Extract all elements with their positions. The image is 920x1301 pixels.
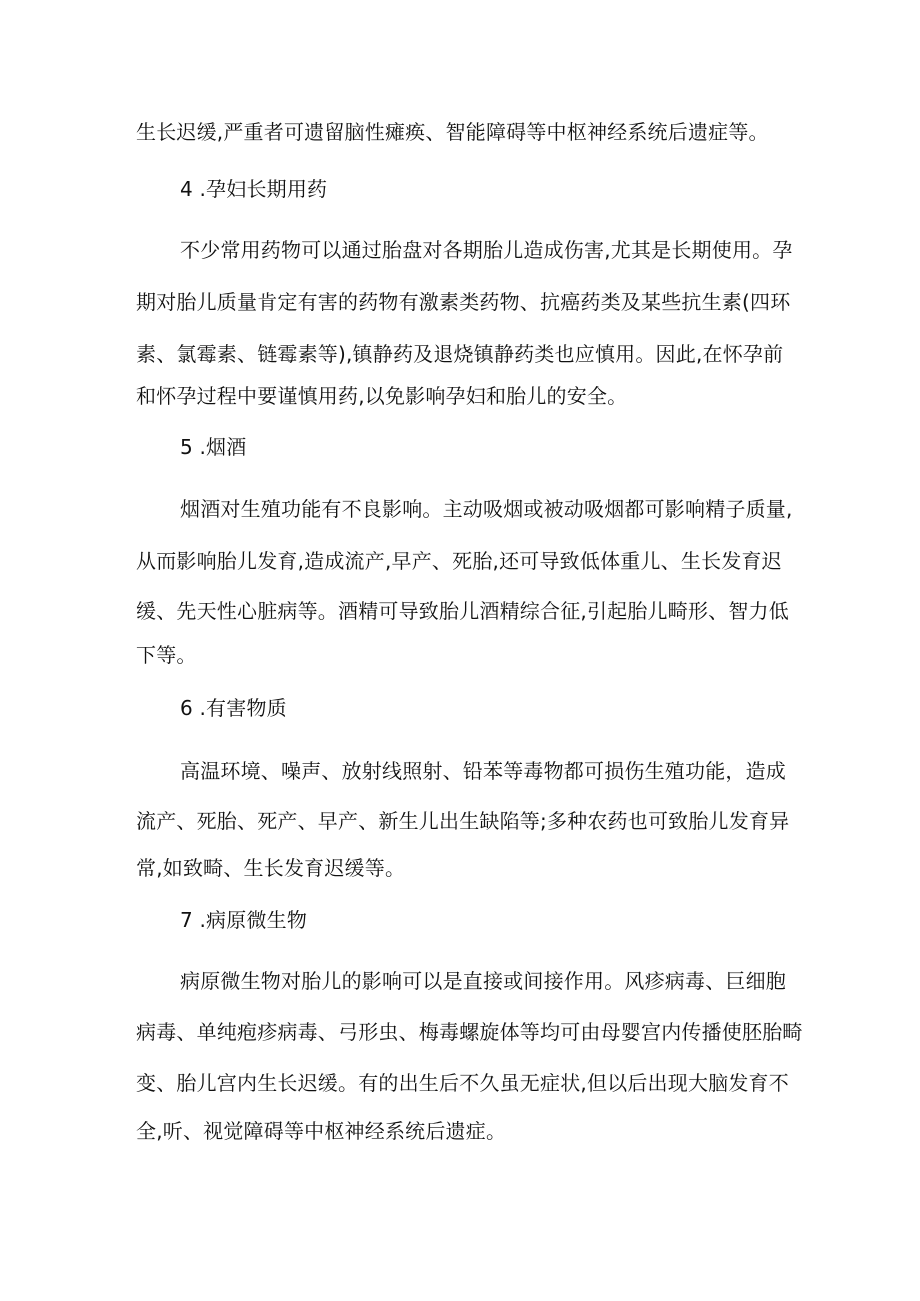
section-heading-6: 6 .有害物质 [180,696,287,720]
paragraph-line: 期对胎儿质量肯定有害的药物有激素类药物、抗癌药类及某些抗生素(四环 [136,290,791,314]
paragraph-line: 高温环境、噪声、放射线照射、铅苯等毒物都可损伤生殖功能，造成 [180,759,786,783]
section-heading-7: 7 .病原微生物 [180,908,308,932]
paragraph-line: 变、胎儿宫内生长迟缓。有的出生后不久虽无症状,但以后出现大脑发育不 [136,1071,789,1095]
paragraph-line: 素、氯霉素、链霉素等),镇静药及退烧镇静药类也应慎用。因此,在怀孕前 [136,342,784,366]
paragraph-line: 病毒、单纯疱疹病毒、弓形虫、梅毒螺旋体等均可由母婴宫内传播使胚胎畸 [136,1020,803,1044]
section-heading-5: 5 .烟酒 [180,435,247,459]
section-heading-4: 4 .孕妇长期用药 [180,177,328,201]
paragraph-line: 从而影响胎儿发育,造成流产,早产、死胎,还可导致低体重儿、生长发育迟 [136,549,782,573]
paragraph-line: 烟酒对生殖功能有不良影响。主动吸烟或被动吸烟都可影响精子质量, [180,497,793,521]
paragraph-line: 生长迟缓,严重者可遗留脑性瘫痪、智能障碍等中枢神经系统后遗症等。 [136,120,769,144]
paragraph-line: 缓、先天性心脏病等。酒精可导致胎儿酒精综合征,引起胎儿畸形、智力低 [136,599,789,623]
paragraph-line: 下等。 [136,643,197,667]
paragraph-line: 常,如致畸、生长发育迟缓等。 [136,856,406,880]
paragraph-line: 流产、死胎、死产、早产、新生儿出生缺陷等;多种农药也可致胎儿发育异 [136,809,790,833]
paragraph-line: 和怀孕过程中要谨慎用药,以免影响孕妇和胎儿的安全。 [136,384,628,408]
paragraph-line: 全,听、视觉障碍等中枢神经系统后遗症。 [136,1119,507,1143]
paragraph-line: 不少常用药物可以通过胎盘对各期胎儿造成伤害,尤其是长期使用。孕 [180,238,793,262]
paragraph-line: 病原微生物对胎儿的影响可以是直接或间接作用。风疹病毒、巨细胞 [180,969,786,993]
